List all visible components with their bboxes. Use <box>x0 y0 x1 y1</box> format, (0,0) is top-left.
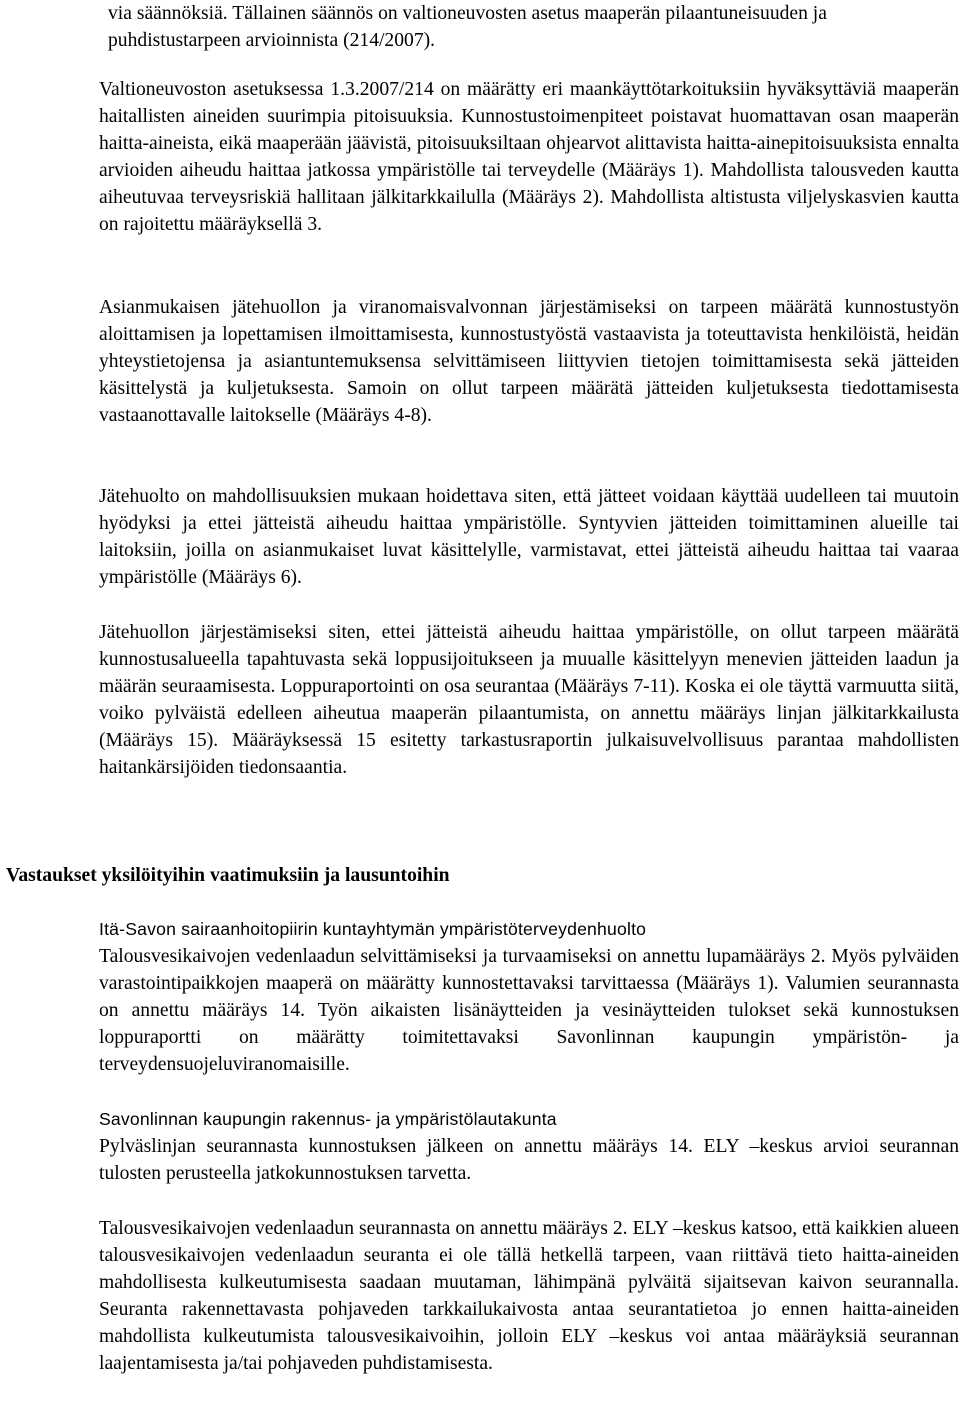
response-source: Itä-Savon sairaanhoitopiirin kuntayhtymän ympäristöterveydenhuolto <box>99 919 647 939</box>
paragraph-asetus: Valtioneuvoston asetuksessa 1.3.2007/214 on määrätty eri maankäyttötarkoituksiin hyväksyttäviä maaperän haitallisten aineiden suurimpia pitoisuuksia. Kunnostustoimenpiteet poistavat huomattavan osan maaperän haitta-aineista, eikä maaperään jäävistä, pitoisuuksiltaan ohjearvot alittavista haitta-ainepitoisuuksista ennalta arvioiden aiheudu haittaa jatkossa ympäristölle tai terveydelle (Määräys 1). Mahdollista talousveden kautta aiheutuvaa terveysriskiä hallitaan jälkitarkkailulla (Määräys 2). Mahdollista altistusta viljelyskasvien kautta on rajoitettu määräyksellä 3. <box>99 79 959 236</box>
paragraph-jatehuolto-seuranta: Jätehuollon järjestämiseksi siten, ettei jätteistä aiheudu haittaa ympäristölle, on ollut tarpeen määrätä kunnostusalueella tapahtuvasta sekä loppusijoitukseen ja muualle käsittelyyn menevien jätteiden laadun ja määrän seuraamisesta. Loppuraportointi on osa seurantaa (Määräys 7-11). Koska ei ole täyttä varmuutta siitä, voiko pylväistä edelleen aiheutua maaperän pilaantumista, on annettu määräys linjan jälkitarkkailusta (Määräys 15). Määräyksessä 15 esitetty tarkastusraportin julkaisuvelvollisuus parantaa mahdollisten haitankärsijöiden tiedonsaantia. <box>99 622 959 779</box>
response-text: Pylväslinjan seurannasta kunnostuksen jälkeen on annettu määräys 14. ELY –keskus arvioi seurannan tulosten perusteella jatkokunnostuksen tarvetta. <box>99 1136 959 1185</box>
response-text: Talousvesikaivojen vedenlaadun selvittämiseksi ja turvaamiseksi on annettu lupamääräys 2. Myös pylväiden varastointipaikkojen maaperä on määrätty kunnostettavaksi tarvittaessa (Määräys 1). Valumien seurannasta on annettu määräys 14. Työn aikaisten lisänäytteiden ja vesinäytteiden tulokset sekä kunnostuksen loppuraportti on määrätty toimitettavaksi Savonlinnan kaupungin ympäristön- ja terveydensuojeluviranomaisille. <box>99 946 959 1076</box>
paragraph-jatehuolto-hyodynnys: Jätehuolto on mahdollisuuksien mukaan hoidettava siten, että jätteet voidaan käyttää uudelleen tai muutoin hyödyksi ja ettei jätteistä aiheudu haittaa ympäristölle. Syntyvien jätteiden toimittaminen alueille tai laitoksiin, joilla on asianmukaiset luvat käsittelylle, varmistavat, ettei jätteistä aiheudu haittaa tai vaaraa ympäristölle (Määräys 6). <box>99 486 959 589</box>
paragraph-jatehuolto-valvonta: Asianmukaisen jätehuollon ja viranomaisvalvonnan järjestämiseksi on tarpeen määrätä kunnostustyön aloittamisen ja lopettamisen ilmoittamisesta, kunnostustyöstä vastaavista ja toteuttavista henkilöistä, heidän yhteystietojensa ja asiantuntemuksensa selvittämiseen liittyvien tietojen toimittamisesta sekä jätteiden käsittelystä ja kuljetuksesta. Samoin on ollut tarpeen määrätä jätteiden kuljetuksesta tiedottamisesta vastaanottavalle laitokselle (Määräys 4-8). <box>99 297 959 427</box>
paragraph-intro: via säännöksiä. Tällainen säännös on valtioneuvosten asetus maaperän pilaantuneisuuden ja puhdistustarpeen arvioinnista (214/2007). <box>108 3 827 52</box>
response-block <box>99 1106 959 1187</box>
section-heading: Vastaukset yksilöityihin vaatimuksiin ja lausuntoihin <box>6 865 450 886</box>
response-block <box>99 916 959 1079</box>
paragraph-closing: Talousvesikaivojen vedenlaadun seurannasta on annettu määräys 2. ELY –keskus katsoo, että kaikkien alueen talousvesikaivojen vedenlaadun seuranta ei ole tällä hetkellä tarpeen, vaan riittävä tieto haitta-aineiden mahdollisesta kulkeutumisesta saadaan muutaman, lähimpänä pylväitä sijaitsevan kaivon seurannalla. Seuranta rakennettavasta pohjaveden tarkkailukaivosta antaa seurantatietoa jo ennen haitta-aineiden mahdollista kulkeutumista talousvesikaivoihin, jolloin ELY –keskus voi antaa määräyksiä seurannan laajentamisesta ja/tai pohjaveden puhdistamisesta. <box>99 1218 959 1375</box>
response-source: Savonlinnan kaupungin rakennus- ja ympäristölautakunta <box>99 1109 557 1129</box>
